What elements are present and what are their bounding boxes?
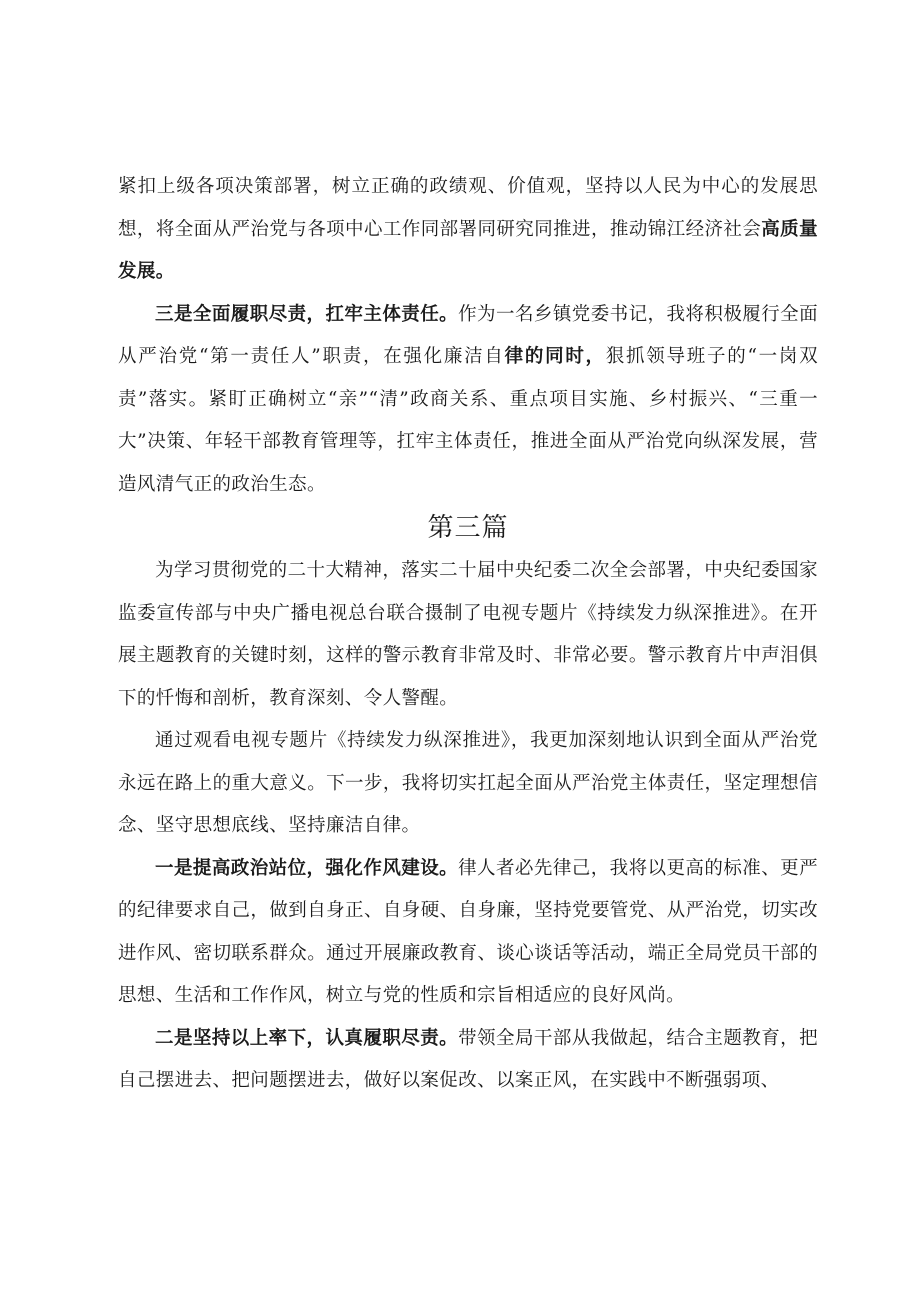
text-segment: 律人者必先律己，我将以更高的标准、更严的纪律要求自己，做到自身正、自身硬、自身廉，坚持党要管党、从严治党，切实改进作风、密切联系群众。通过开展廉政教育、谈心谈话等活动，端正全局党员干部的思想、生活和工作作风，树立与党的性质和宗旨相适应的良好风尚。 — [118, 857, 818, 1006]
section-title: 第三篇 — [427, 513, 509, 543]
paragraph-intro — [118, 550, 818, 720]
text-segment: 作为一名乡镇党委书记，我将积极履行全面从严治党“第一责任人”职责，在强化廉洁自 — [118, 303, 818, 367]
bold-text-segment: 高质量发展。 — [118, 218, 819, 282]
paragraph-continuation — [118, 166, 818, 294]
text-segment: 通过观看电视专题片《持续发力纵深推进》，我更加深刻地认识到全面从严治党永远在路上的重大意义。下一步，我将切实扛起全面从严治党主体责任，坚定理想信念、坚守思想底线、坚持廉洁自律。 — [118, 730, 818, 836]
paragraph-point-one — [118, 848, 818, 1018]
document-body — [118, 166, 818, 1103]
bold-heading-segment: 二是坚持以上率下，认真履职尽责。 — [155, 1027, 459, 1049]
bold-text-segment: 律的同时， — [504, 346, 606, 367]
text-segment: 带领全局干部从我做起，结合主题教育，把自己摆进去、把问题摆进去，做好以案促改、以案正风，在实践中不断强弱项、 — [118, 1027, 818, 1091]
text-segment: 紧扣上级各项决策部署，树立正确的政绩观、价值观，坚持以人民为中心的发展思想，将全面从严治党与各项中心工作同部署同研究同推进，推动锦江经济社会 — [118, 176, 818, 240]
bold-heading-segment: 一是提高政治站位，强化作风建设。 — [155, 857, 459, 879]
paragraph-point-two — [118, 1018, 818, 1103]
text-segment: 为学习贯彻党的二十大精神，落实二十届中央纪委二次全会部署，中央纪委国家监委宣传部与中央广播电视总台联合摄制了电视专题片《持续发力纵深推进》。在开展主题教育的关键时刻，这样的警示教育非常及时、非常必要。警示教育片中声泪俱下的忏悔和剖析，教育深刻、令人警醒。 — [118, 560, 818, 709]
text-segment: 狠抓领导班子的“一岗双责”落实。紧盯正确树立“亲”“清”政商关系、重点项目实施、乡村振兴、“三重一大”决策、年轻干部教育管理等，扛牢主体责任，推进全面从严治党向纵深发展，营造风清气正的政治生态。 — [118, 346, 818, 495]
bold-heading-segment: 三是全面履职尽责，扛牢主体责任。 — [155, 303, 459, 325]
paragraph-point-three — [118, 294, 818, 507]
paragraph-reflection — [118, 720, 818, 848]
